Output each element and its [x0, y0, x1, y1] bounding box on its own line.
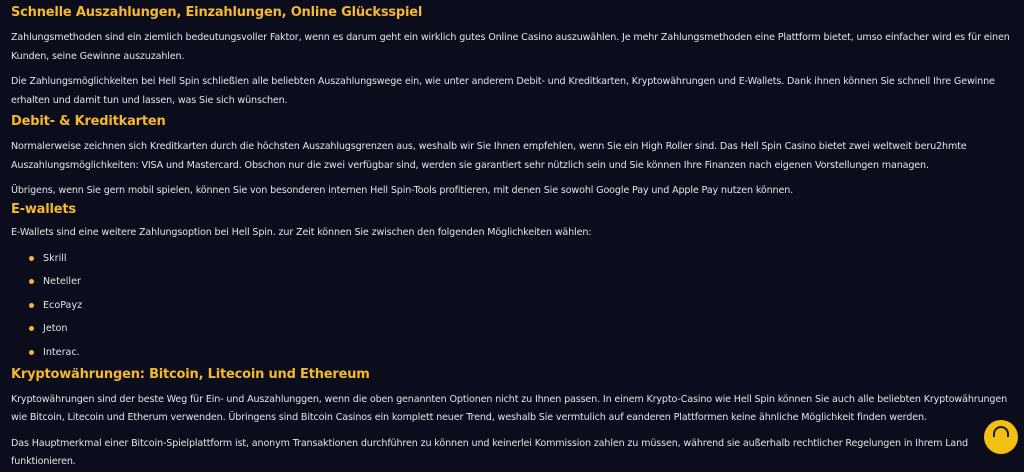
bullet-icon: [29, 256, 34, 261]
article-content: [11, 4, 1017, 472]
support-chat-button[interactable]: [984, 420, 1018, 454]
list-item: [29, 342, 1017, 362]
paragraph-bitcoin-platform: Das Hauptmerkmal einer Bitcoin-Spielplattform ist, anonym Transaktionen durchführen zu können und keinerlei Kommission zahlen zu müssen, während sie außerhalb rechtlicher Regelungen in Ihrem Land funktionieren.: [11, 437, 968, 467]
paragraph-payments-intro: Zahlungsmethoden sind ein ziemlich bedeutungsvoller Faktor, wenn es darum geht ein wirklich gutes Online Casino auszuwählen. Je mehr Zahlungsmethoden eine Plattform bietet, umso einfacher wird es für einen Kunden, seine Gewinne auszuzahlen.: [11, 32, 1010, 62]
list-item-label: Skrill: [43, 252, 67, 264]
heading-cards: Debit- & Kreditkarten: [11, 114, 166, 129]
paragraph-ewallets: E-Wallets sind eine weitere Zahlungsoption bei Hell Spin. zur Zeit können Sie zwischen den folgenden Möglichkeiten wählen:: [11, 226, 592, 238]
paragraph-mobile-pay: Übrigens, wenn Sie gern mobil spielen, können Sie von besonderen internen Hell Spin-Tools profitieren, mit denen Sie sowohl Google Pay und Apple Pay nutzen können.: [11, 185, 794, 196]
paragraph-cards: Normalerweise zeichnen sich Kreditkarten durch die höchsten Auszahlugsgrenzen aus, weshalb wir Sie Ihnen empfehlen, wenn Sie ein High Roller sind. Das Hell Spin Casino bietet zwei weltweit beru2hmte Auszahlungsmöglichkeiten: VISA und Mastercard. Obschon nur die zwei verfügbar sind, werden sie garantiert sehr nützlich sein und Sie können Ihre Finanzen nach eigenen Vorstellungen managen.: [11, 141, 967, 171]
list-item-label: Jeton: [43, 323, 68, 334]
bullet-icon: [29, 326, 34, 331]
bullet-icon: [29, 279, 34, 284]
list-item: [29, 319, 1017, 339]
list-item: [29, 272, 1017, 292]
list-item: [29, 295, 1017, 315]
list-item-label: Interac.: [43, 346, 80, 358]
heading-ewallets: E-wallets: [11, 201, 76, 217]
list-item: [29, 248, 1017, 268]
paragraph-crypto: Kryptowährungen sind der beste Weg für Ein- und Auszahlunggen, wenn die oben genannten Optionen nicht zu Ihnen passen. In einem Krypto-Casino wie Hell Spin können Sie auch alle beliebten Kryptowährungen wie Bitcoin, Litecoin und Etherum verwenden. Übringens sind Bitcoin Casinos ein komplett neuer Trend, weshalb Sie vermtulich auf eanderen Plattformen keine ähnliche Möglichkeit finden werden.: [11, 393, 1008, 423]
list-item-label: EcoPayz: [43, 299, 83, 311]
paragraph-payment-options: Die Zahlungsmöglichkeiten bei Hell Spin schließlen alle beliebten Auszahlungswege ein, wie unter anderem Debit- und Kreditkarten, Kryptowährungen und E-Wallets. Dank ihnen können Sie schnell Ihre Gewinne erhalten und damit tun und lassen, was Sie sich wünschen.: [11, 76, 995, 106]
headset-icon: [993, 426, 1009, 437]
ewallet-list: [11, 248, 1017, 362]
bullet-icon: [29, 303, 34, 308]
heading-payments: Schnelle Auszahlungen, Einzahlungen, Online Glücksspiel: [11, 5, 423, 20]
heading-crypto: Kryptowährungen: Bitcoin, Litecoin und Ethereum: [11, 366, 370, 382]
bullet-icon: [29, 350, 34, 355]
list-item-label: Neteller: [43, 276, 81, 287]
